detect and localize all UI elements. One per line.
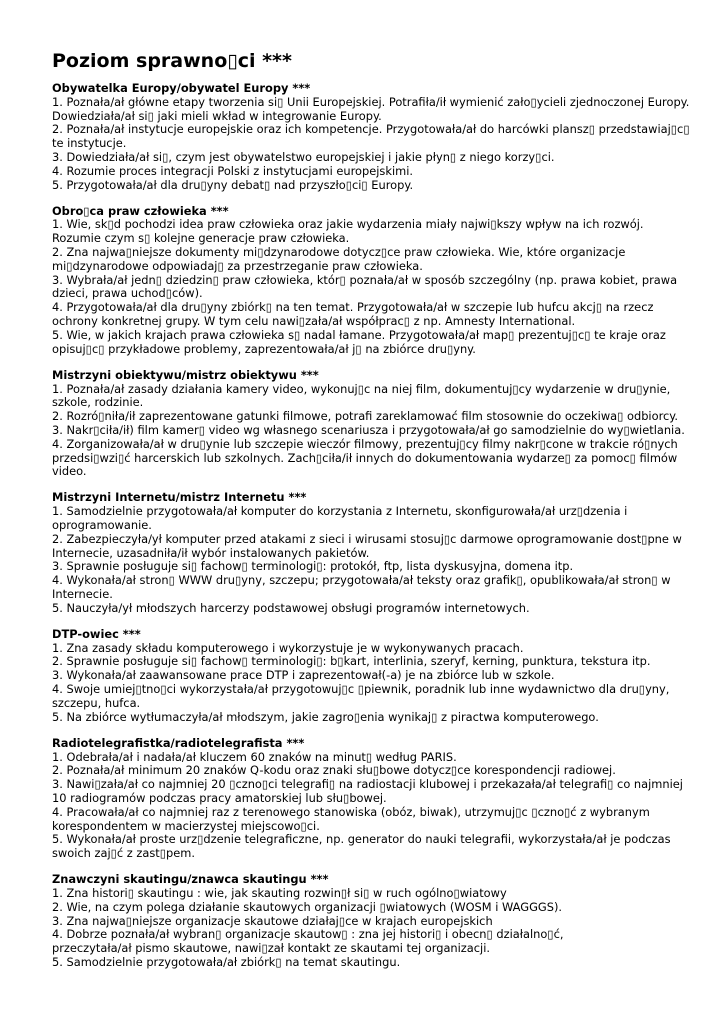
requirement-line: 5. Nauczyła/ył młodszych harcerzy podstawowej obsługi programów internetowych. (52, 600, 530, 615)
section (52, 491, 685, 615)
requirement-line: Internecie. (52, 586, 113, 601)
requirement-line: 4. Pracowała/ał co najmniej raz z terenowego stanowiska (obóz, biwak), utrzymuj▯c ▯czno▯ć z wybranym (52, 804, 650, 819)
requirement-line: ochrony konkretnej grupy. W tym celu nawi▯zała/ał współprac▯ z np. Amnesty International. (52, 314, 576, 329)
requirement-line: swoich zaj▯ć z zast▯pem. (52, 846, 195, 861)
requirement-line: 4. Swoje umiej▯tno▯ci wykorzystała/ał przygotowuj▯c ▯piewnik, poradnik lub inne wydawnictwo dla dru▯yny, (52, 682, 670, 697)
requirement-line: przeczytała/ał pismo skautowe, nawi▯zał kontakt ze skautami tej organizacji. (52, 941, 490, 956)
requirement-line: Rozumie czym s▯ kolejne generacje praw człowieka. (52, 231, 350, 246)
section-heading: Obywatelka Europy/obywatel Europy *** (52, 81, 311, 95)
requirement-line: 1. Zna histori▯ skautingu : wie, jak skauting rozwin▯ł si▯ w ruch ogólno▯wiatowy (52, 886, 507, 901)
section-heading: Znawczyni skautingu/znawca skautingu *** (52, 872, 329, 887)
requirement-line: 3. Wybrała/ał jedn▯ dziedzin▯ praw człowieka, któr▯ poznała/ał w sposób szczególny (np. prawa kobiet, prawa (52, 272, 678, 287)
requirement-line: 5. Na zbiórce wytłumaczyła/ał młodszym, jakie zagro▯enia wynikaj▯ z piractwa komputerowego. (52, 709, 599, 724)
requirement-line: 2. Wie, na czym polega działanie skautowych organizacji ▯wiatowych (WOSM i WAGGGS). (52, 899, 563, 914)
requirement-line: oprogramowanie. (52, 518, 152, 532)
section (52, 628, 685, 725)
requirement-line: 5. Wie, w jakich krajach prawa człowieka s▯ nadal łamane. Przygotowała/ał map▯ prezentuj▯c▯ te kraje oraz (52, 327, 666, 342)
requirement-line: opisuj▯c▯ przykładowe problemy, zaprezentowała/ał j▯ na zbiórce dru▯yny. (52, 341, 476, 356)
requirement-line: mi▯dzynarodowe odpowiadaj▯ za przestrzeganie praw człowieka. (52, 258, 423, 273)
requirement-line: 4. Rozumie proces integracji Polski z instytucjami europejskimi. (52, 163, 413, 178)
requirement-line: 1. Wie, sk▯d pochodzi idea praw człowieka oraz jakie wydarzenia miały najwi▯kszy wpływ na ich rozwój. (52, 217, 644, 232)
requirement-line: 3. Nakr▯ciła/ił) film kamer▯ video wg własnego scenariusza i przygotowała/ał go samodzielnie do wy▯wietlania. (52, 422, 685, 437)
requirement-line: Dowiedziała/ał si▯ jaki mieli wkład w integrowanie Europy. (52, 108, 382, 123)
requirement-line: 5. Wykonała/ał proste urz▯dzenie telegraficzne, np. generator do nauki telegrafii, wykorzystała/ał je podczas (52, 832, 671, 847)
requirement-line: przedsi▯wzi▯ć harcerskich lub szkolnych. Zach▯ciła/ił innych do dokumentowania wydarze▯ za pomoc▯ filmów (52, 450, 678, 465)
requirement-line: 2. Poznała/ał minimum 20 znaków Q-kodu oraz znaki słu▯bowe dotycz▯ce korespondencji radiowej. (52, 763, 616, 778)
requirement-line: Internecie, uzasadniła/ił wybór instalowanych pakietów. (52, 545, 370, 560)
requirement-line: korespondentem w macierzystej miejscowo▯ci. (52, 818, 320, 833)
requirement-line: 2. Sprawnie posługuje si▯ fachow▯ terminologi▯: b▯kart, interlinia, szeryf, kerning, punktura, tekstura itp. (52, 654, 651, 669)
requirement-line: 3. Sprawnie posługuje si▯ fachow▯ terminologi▯: protokół, ftp, lista dyskusyjna, domena itp. (52, 559, 574, 574)
section (52, 205, 685, 357)
requirement-line: 1. Zna zasady składu komputerowego i wykorzystuje je w wykonywanych pracach. (52, 640, 524, 655)
requirement-line: 3. Wykonała/ał zaawansowane prace DTP i zaprezentował(-a) je na zbiórce lub w szkole. (52, 668, 555, 683)
requirement-line: 2. Zabezpieczyła/ył komputer przed atakami z sieci i wirusami stosuj▯c darmowe oprogramowanie dost▯pne w (52, 531, 682, 546)
section-heading: DTP-owiec *** (52, 626, 141, 641)
requirement-line: 5. Przygotowała/ał dla dru▯yny debat▯ nad przyszło▯ci▯ Europy. (52, 177, 414, 192)
section-heading: Radiotelegrafistka/radiotelegrafista *** (52, 735, 305, 750)
requirement-line: 2. Rozró▯niła/ił zaprezentowane gatunki filmowe, potrafi zareklamować film stosownie do oczekiwa▯ odbiorcy. (52, 409, 678, 424)
requirement-line: video. (52, 464, 87, 479)
requirement-line: 4. Zorganizowała/ał w dru▯ynie lub szczepie wieczór filmowy, prezentuj▯cy filmy nakr▯cone w trakcie ró▯nych (52, 436, 678, 451)
requirement-line: 3. Nawi▯zała/ał co najmniej 20 ▯czno▯ci telegrafi▯ na radiostacji klubowej i przekazała/ał telegrafi▯ co najmniej (52, 777, 683, 792)
requirement-line: szkole, rodzinie. (52, 395, 144, 410)
section (52, 369, 685, 479)
page-title: Poziom sprawno▯ci *** (52, 50, 292, 72)
requirement-line: te instytucje. (52, 136, 127, 151)
requirement-line: 1. Poznała/ał zasady działania kamery video, wykonuj▯c na niej film, dokumentuj▯cy wydarzenie w dru▯ynie, (52, 381, 671, 396)
requirement-line: 5. Samodzielnie przygotowała/ał zbiórk▯ na temat skautingu. (52, 955, 401, 969)
requirement-line: 4. Wykonała/ał stron▯ WWW dru▯yny, szczepu; przygotowała/ał teksty oraz grafik▯, opublikowała/ał stron▯ w (52, 573, 671, 588)
requirement-line: 2. Poznała/ał instytucje europejskie oraz ich kompetencje. Przygotowała/ał do harcówki plansz▯ przedstawiaj▯c▯ (52, 122, 690, 137)
requirement-line: 4. Dobrze poznała/ał wybran▯ organizacje skautow▯ : zna jej histori▯ i obecn▯ działalno▯ć, (52, 927, 564, 942)
section-heading: Mistrzyni Internetu/mistrz Internetu *** (52, 490, 307, 505)
requirement-line: 2. Zna najwa▯niejsze dokumenty mi▯dzynarodowe dotycz▯ce praw człowieka. Wie, które organizacje (52, 245, 626, 260)
section (52, 737, 685, 861)
section (52, 873, 685, 970)
requirement-line: szczepu, hufca. (52, 695, 141, 710)
requirement-line: 10 radiogramów podczas pracy amatorskiej lub słu▯bowej. (52, 790, 387, 805)
requirement-line: 1. Samodzielnie przygotowała/ał komputer do korzystania z Internetu, skonfigurowała/ał urz▯dzenia i (52, 504, 628, 519)
section-heading: Obro▯ca praw człowieka *** (52, 203, 229, 218)
requirement-line: 1. Odebrała/ał i nadała/ał kluczem 60 znaków na minut▯ według PARIS. (52, 749, 457, 764)
section-heading: Mistrzyni obiektywu/mistrz obiektywu *** (52, 367, 319, 382)
requirement-line: 4. Przygotowała/ał dla dru▯yny zbiórk▯ na ten temat. Przygotowała/ał w szczepie lub hufcu akcj▯ na rzecz (52, 300, 654, 315)
requirement-line: dzieci, prawa uchod▯ców). (52, 286, 203, 301)
requirement-line: 3. Zna najwa▯niejsze organizacje skautowe działaj▯ce w krajach europejskich (52, 913, 493, 928)
requirement-line: 1. Poznała/ał główne etapy tworzenia si▯ Unii Europejskiej. Potrafiła/ił wymienić zało▯ycieli zjednoczonej Europy. (52, 94, 690, 109)
requirement-line: 3. Dowiedziała/ał si▯, czym jest obywatelstwo europejskiej i jakie płyn▯ z niego korzy▯ci. (52, 149, 555, 164)
sections-container (52, 81, 690, 970)
section (52, 81, 690, 192)
